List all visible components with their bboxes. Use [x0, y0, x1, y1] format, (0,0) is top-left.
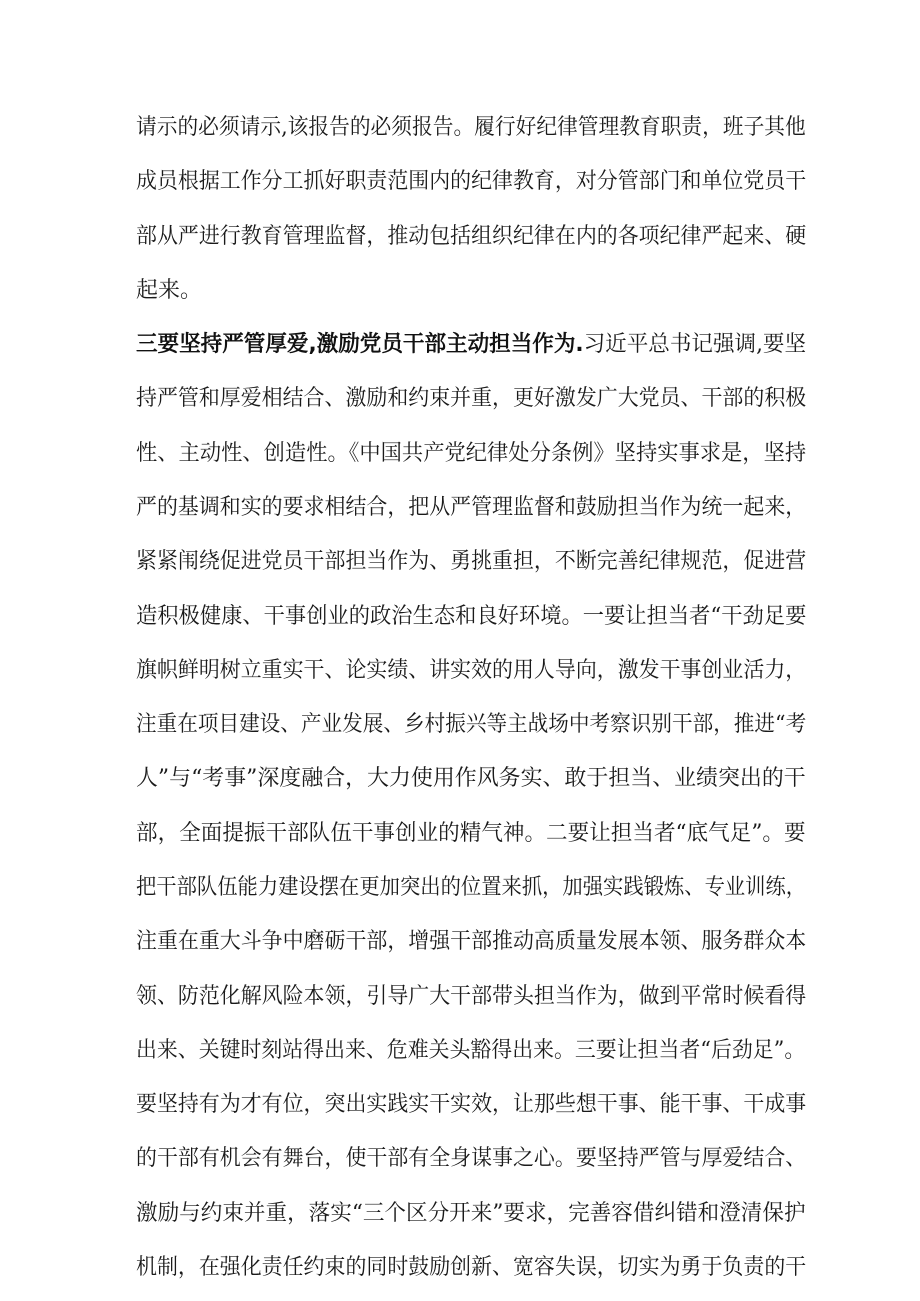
- paragraph-2-line-6: 造积极健康、干事创业的政治生态和良好环境。一要让担当者“干劲足要: [136, 604, 807, 629]
- paragraph-1-line-4: 起来。: [136, 278, 203, 303]
- section-heading: 三要坚持严管厚爱,激励党员干部主动担当作为.: [136, 332, 584, 357]
- paragraph-1-line-3: 部从严进行教育管理监督，推动包括组织纪律在内的各项纪律严起来、硬: [136, 224, 807, 249]
- paragraph-2-line-16: 的干部有机会有舞台，使干部有全身谋事之心。要坚持严管与厚爱结合、: [136, 1146, 807, 1171]
- paragraph-2-line-3: 性、主动性、创造性。《中国共产党纪律处分条例》坚持实事求是，坚持: [136, 441, 807, 466]
- paragraph-2-line-9: 人”与“考事”深度融合，大力使用作风务实、敢于担当、业绩突出的干: [136, 766, 806, 791]
- paragraph-2-line-5: 紧紧闱绕促进党员干部担当作为、勇挑重担，不断完善纪律规范，促进营: [136, 549, 807, 574]
- paragraph-1-line-1: 请示的必须请示,该报告的必须报告。履行好纪律管理教育职责，班子其他: [136, 115, 806, 140]
- paragraph-2-line-4: 严的基调和实的要求相结合，把从严管理监督和鼓励担当作为统一起来，: [136, 495, 807, 520]
- paragraph-2-line-8: 注重在项目建设、产业发展、乡村振兴等主战场中考察识别干部，推进“考: [136, 712, 807, 737]
- paragraph-2-line-1: [136, 325, 807, 365]
- paragraph-2-line-17: 激励与约束并重，落实“三个区分开来”要求，完善容借纠错和澄清保护: [136, 1201, 806, 1226]
- paragraph-2-line-1-rest: 习近平总书记强调,要坚: [583, 332, 807, 357]
- paragraph-2-line-15: 要坚持有为才有位，突出实践实干实效，让那些想干事、能干事、干成事: [136, 1092, 807, 1117]
- paragraph-2-line-2: 持严管和厚爱相结合、激励和约束并重，更好激发广大党员、干部的积极: [136, 386, 807, 411]
- paragraph-2-line-18: 机制，在强化责任约束的同时鼓励创新、宽容失误，切实为勇于负责的干: [136, 1255, 807, 1280]
- paragraph-2-line-7: 旗帜鲜明树立重实干、论实绩、讲实效的用人导向，激发干事创业活力，: [136, 658, 807, 683]
- paragraph-2-line-10: 部，全面提振干部队伍干事创业的精气神。二要让担当者“底气足”。要: [136, 821, 806, 846]
- paragraph-2-line-14: 出来、关键时刻站得出来、危难关头豁得出来。三要让担当者“后劲足”。: [136, 1038, 806, 1063]
- paragraph-2-line-11: 把干部队伍能力建设摆在更加突出的位置来抓，加强实践锻炼、专业训练，: [136, 875, 807, 900]
- paragraph-1-line-2: 成员根据工作分工抓好职责范围内的纪律教育，对分管部门和单位党员干: [136, 169, 807, 194]
- paragraph-2-line-13: 领、防范化解风险本领，引导广大干部带头担当作为，做到平常时候看得: [136, 984, 807, 1009]
- paragraph-2-line-12: 注重在重大斗争中磨砺干部，增强干部推动高质量发展本领、服务群众本: [136, 929, 807, 954]
